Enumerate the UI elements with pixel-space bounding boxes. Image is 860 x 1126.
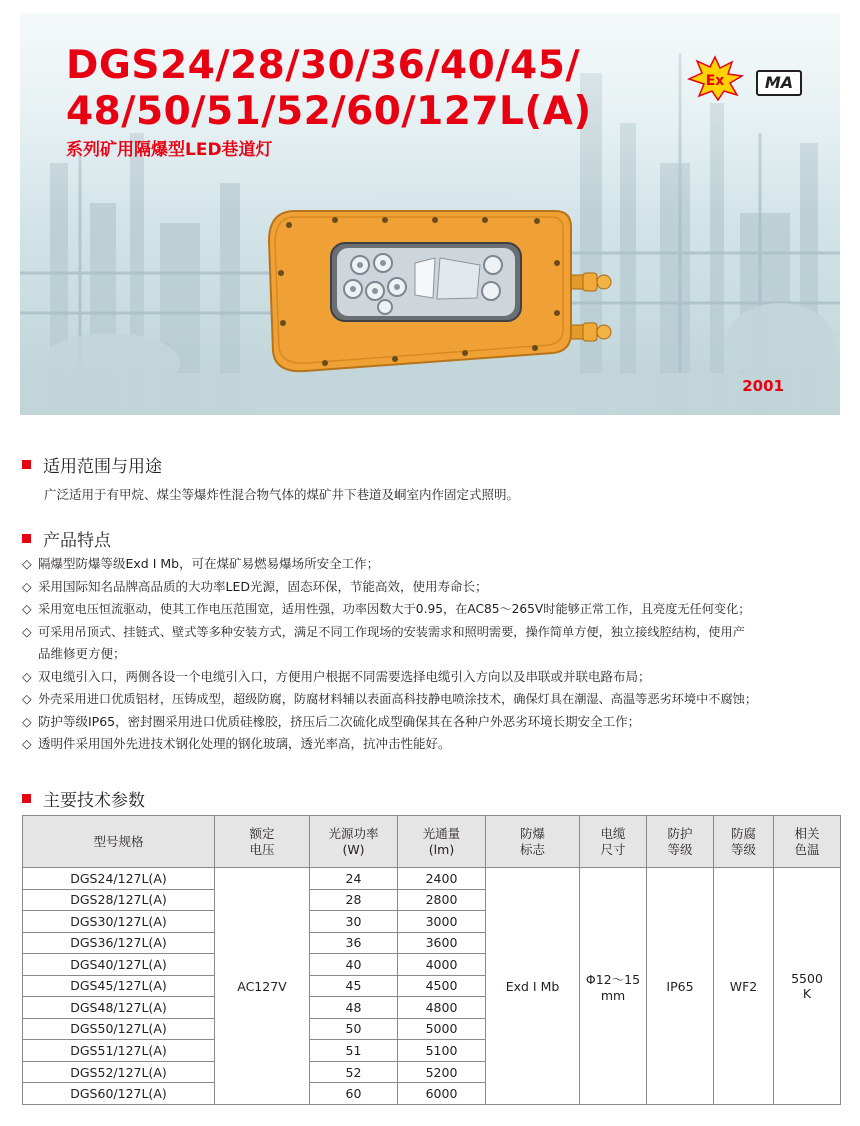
model-cell: DGS45/127L(A) — [23, 975, 215, 997]
column-header-text: 额定 电压 — [249, 825, 275, 857]
ex-logo-text: Ex — [705, 73, 725, 89]
feature-item — [22, 576, 838, 599]
power-cell: 60 — [310, 1083, 398, 1105]
column-header-text: 光通量 (lm) — [422, 825, 461, 857]
feature-text: 隔爆型防爆等级Exd I Mb，可在煤矿易燃易爆场所安全工作； — [38, 556, 380, 571]
flux-cell: 5200 — [398, 1061, 486, 1083]
specs-heading: 主要技术参数 — [43, 791, 145, 811]
column-header-text: 防腐 等级 — [730, 825, 756, 857]
model-code: 2001 — [742, 377, 784, 395]
flux-cell: 4800 — [398, 997, 486, 1019]
feature-text: 双电缆引入口，两侧各设一个电缆引入口，方便用户根据不同需要选择电缆引入方向以及串联或并联电路布局； — [38, 668, 651, 684]
flux-cell: 4000 — [398, 954, 486, 976]
feature-item — [22, 553, 838, 576]
product-banner — [20, 13, 840, 415]
model-cell: DGS30/127L(A) — [23, 911, 215, 933]
voltage-cell: AC127V — [215, 868, 310, 1105]
column-header — [310, 816, 398, 868]
feature-text: 外壳采用进口优质铝材，压铸成型，超级防腐，防腐材料辅以表面高科技静电喷涂技术，确保灯具在潮湿、高温等恶劣环境中不腐蚀； — [38, 692, 758, 706]
diamond-bullet-icon: ◇ — [22, 668, 32, 684]
feature-text: 采用宽电压恒流驱动，使其工作电压范围宽，适用性强，功率因数大于0.95，在AC85～265V时能够正常工作，且亮度无任何变化； — [38, 602, 751, 616]
model-cell: DGS36/127L(A) — [23, 932, 215, 954]
flux-cell: 5000 — [398, 1018, 486, 1040]
flux-cell: 2800 — [398, 889, 486, 911]
feature-item — [22, 733, 838, 756]
model-cell: DGS28/127L(A) — [23, 889, 215, 911]
column-header — [647, 816, 714, 868]
power-cell: 30 — [310, 911, 398, 933]
column-header-text: 光源功率 (W) — [328, 825, 379, 857]
section-marker-icon — [22, 534, 31, 543]
feature-item — [22, 666, 838, 689]
power-cell: 40 — [310, 954, 398, 976]
table-header-row — [23, 816, 841, 868]
power-cell: 48 — [310, 997, 398, 1019]
section-marker-icon — [22, 460, 31, 469]
led-tunnel-lamp-image — [265, 203, 615, 378]
column-header-text: 相关 色温 — [794, 825, 820, 857]
diamond-bullet-icon: ◇ — [22, 556, 32, 571]
scope-description: 广泛适用于有甲烷、煤尘等爆炸性混合物气体的煤矿井下巷道及峒室内作固定式照明。 — [44, 487, 520, 502]
flux-cell: 3600 — [398, 932, 486, 954]
power-cell: 24 — [310, 868, 398, 890]
model-cell: DGS40/127L(A) — [23, 954, 215, 976]
column-header — [714, 816, 774, 868]
section-heading-features — [22, 526, 111, 551]
model-cell: DGS50/127L(A) — [23, 1018, 215, 1040]
scope-heading: 适用范围与用途 — [43, 457, 162, 477]
table-row — [23, 868, 841, 890]
column-header — [580, 816, 647, 868]
column-header — [215, 816, 310, 868]
product-title-line-2: 48/50/51/52/60/127L(A) — [66, 89, 592, 134]
column-header-text: 电缆 尺寸 — [600, 825, 626, 857]
cable-size-cell: Φ12～15 mm — [580, 868, 647, 1105]
feature-text: 可采用吊顶式、挂链式、壁式等多种安装方式，满足不同工作现场的安装需求和照明需要，操作简单方便，独立接线腔结构，使用产 — [38, 624, 745, 639]
column-header-text: 防护 等级 — [667, 825, 693, 857]
section-marker-icon — [22, 794, 31, 803]
power-cell: 36 — [310, 932, 398, 954]
ma-certification-logo: MA — [756, 70, 802, 96]
column-header-text: 防爆 标志 — [519, 825, 545, 857]
feature-text-continuation: 品维修更方便； — [38, 646, 126, 661]
power-cell: 50 — [310, 1018, 398, 1040]
model-cell: DGS52/127L(A) — [23, 1061, 215, 1083]
features-heading: 产品特点 — [43, 531, 111, 551]
product-title-line-1: DGS24/28/30/36/40/45/ — [66, 43, 581, 88]
diamond-bullet-icon: ◇ — [22, 736, 32, 751]
column-header — [774, 816, 841, 868]
ip-rating-cell: IP65 — [647, 868, 714, 1105]
power-cell: 45 — [310, 975, 398, 997]
ex-mark-cell: Exd I Mb — [486, 868, 580, 1105]
column-header — [398, 816, 486, 868]
section-heading-scope — [22, 452, 162, 477]
corrosion-grade-cell: WF2 — [714, 868, 774, 1105]
diamond-bullet-icon: ◇ — [22, 601, 32, 616]
diamond-bullet-icon: ◇ — [22, 578, 32, 594]
diamond-bullet-icon: ◇ — [22, 691, 32, 706]
flux-cell: 4500 — [398, 975, 486, 997]
feature-item — [22, 621, 838, 644]
section-heading-specs — [22, 786, 145, 811]
ex-explosion-proof-logo — [685, 55, 745, 101]
color-temp-cell: 5500 K — [774, 868, 841, 1105]
flux-cell: 6000 — [398, 1083, 486, 1105]
diamond-bullet-icon: ◇ — [22, 713, 32, 729]
power-cell: 51 — [310, 1040, 398, 1062]
feature-item — [22, 711, 838, 734]
diamond-bullet-icon: ◇ — [22, 623, 32, 639]
model-cell: DGS51/127L(A) — [23, 1040, 215, 1062]
model-cell: DGS60/127L(A) — [23, 1083, 215, 1105]
flux-cell: 5100 — [398, 1040, 486, 1062]
feature-text: 透明件采用国外先进技术钢化处理的钢化玻璃，透光率高，抗冲击性能好。 — [38, 736, 451, 751]
column-header — [486, 816, 580, 868]
spec-table — [22, 815, 841, 1105]
column-header — [23, 816, 215, 868]
column-header-text: 型号规格 — [93, 833, 144, 849]
feature-text: 采用国际知名品牌高品质的大功率LED光源，固态环保，节能高效，使用寿命长； — [38, 578, 488, 594]
model-cell: DGS48/127L(A) — [23, 997, 215, 1019]
power-cell: 52 — [310, 1061, 398, 1083]
flux-cell: 3000 — [398, 911, 486, 933]
product-subtitle: 系列矿用隔爆型LED巷道灯 — [66, 140, 273, 160]
feature-item — [22, 688, 838, 711]
model-cell: DGS24/127L(A) — [23, 868, 215, 890]
feature-list — [22, 553, 838, 756]
feature-item — [22, 598, 838, 621]
feature-text: 防护等级IP65，密封圈采用进口优质硅橡胶，挤压后二次硫化成型确保其在各种户外恶劣环境长期安全工作； — [38, 713, 641, 729]
power-cell: 28 — [310, 889, 398, 911]
flux-cell: 2400 — [398, 868, 486, 890]
